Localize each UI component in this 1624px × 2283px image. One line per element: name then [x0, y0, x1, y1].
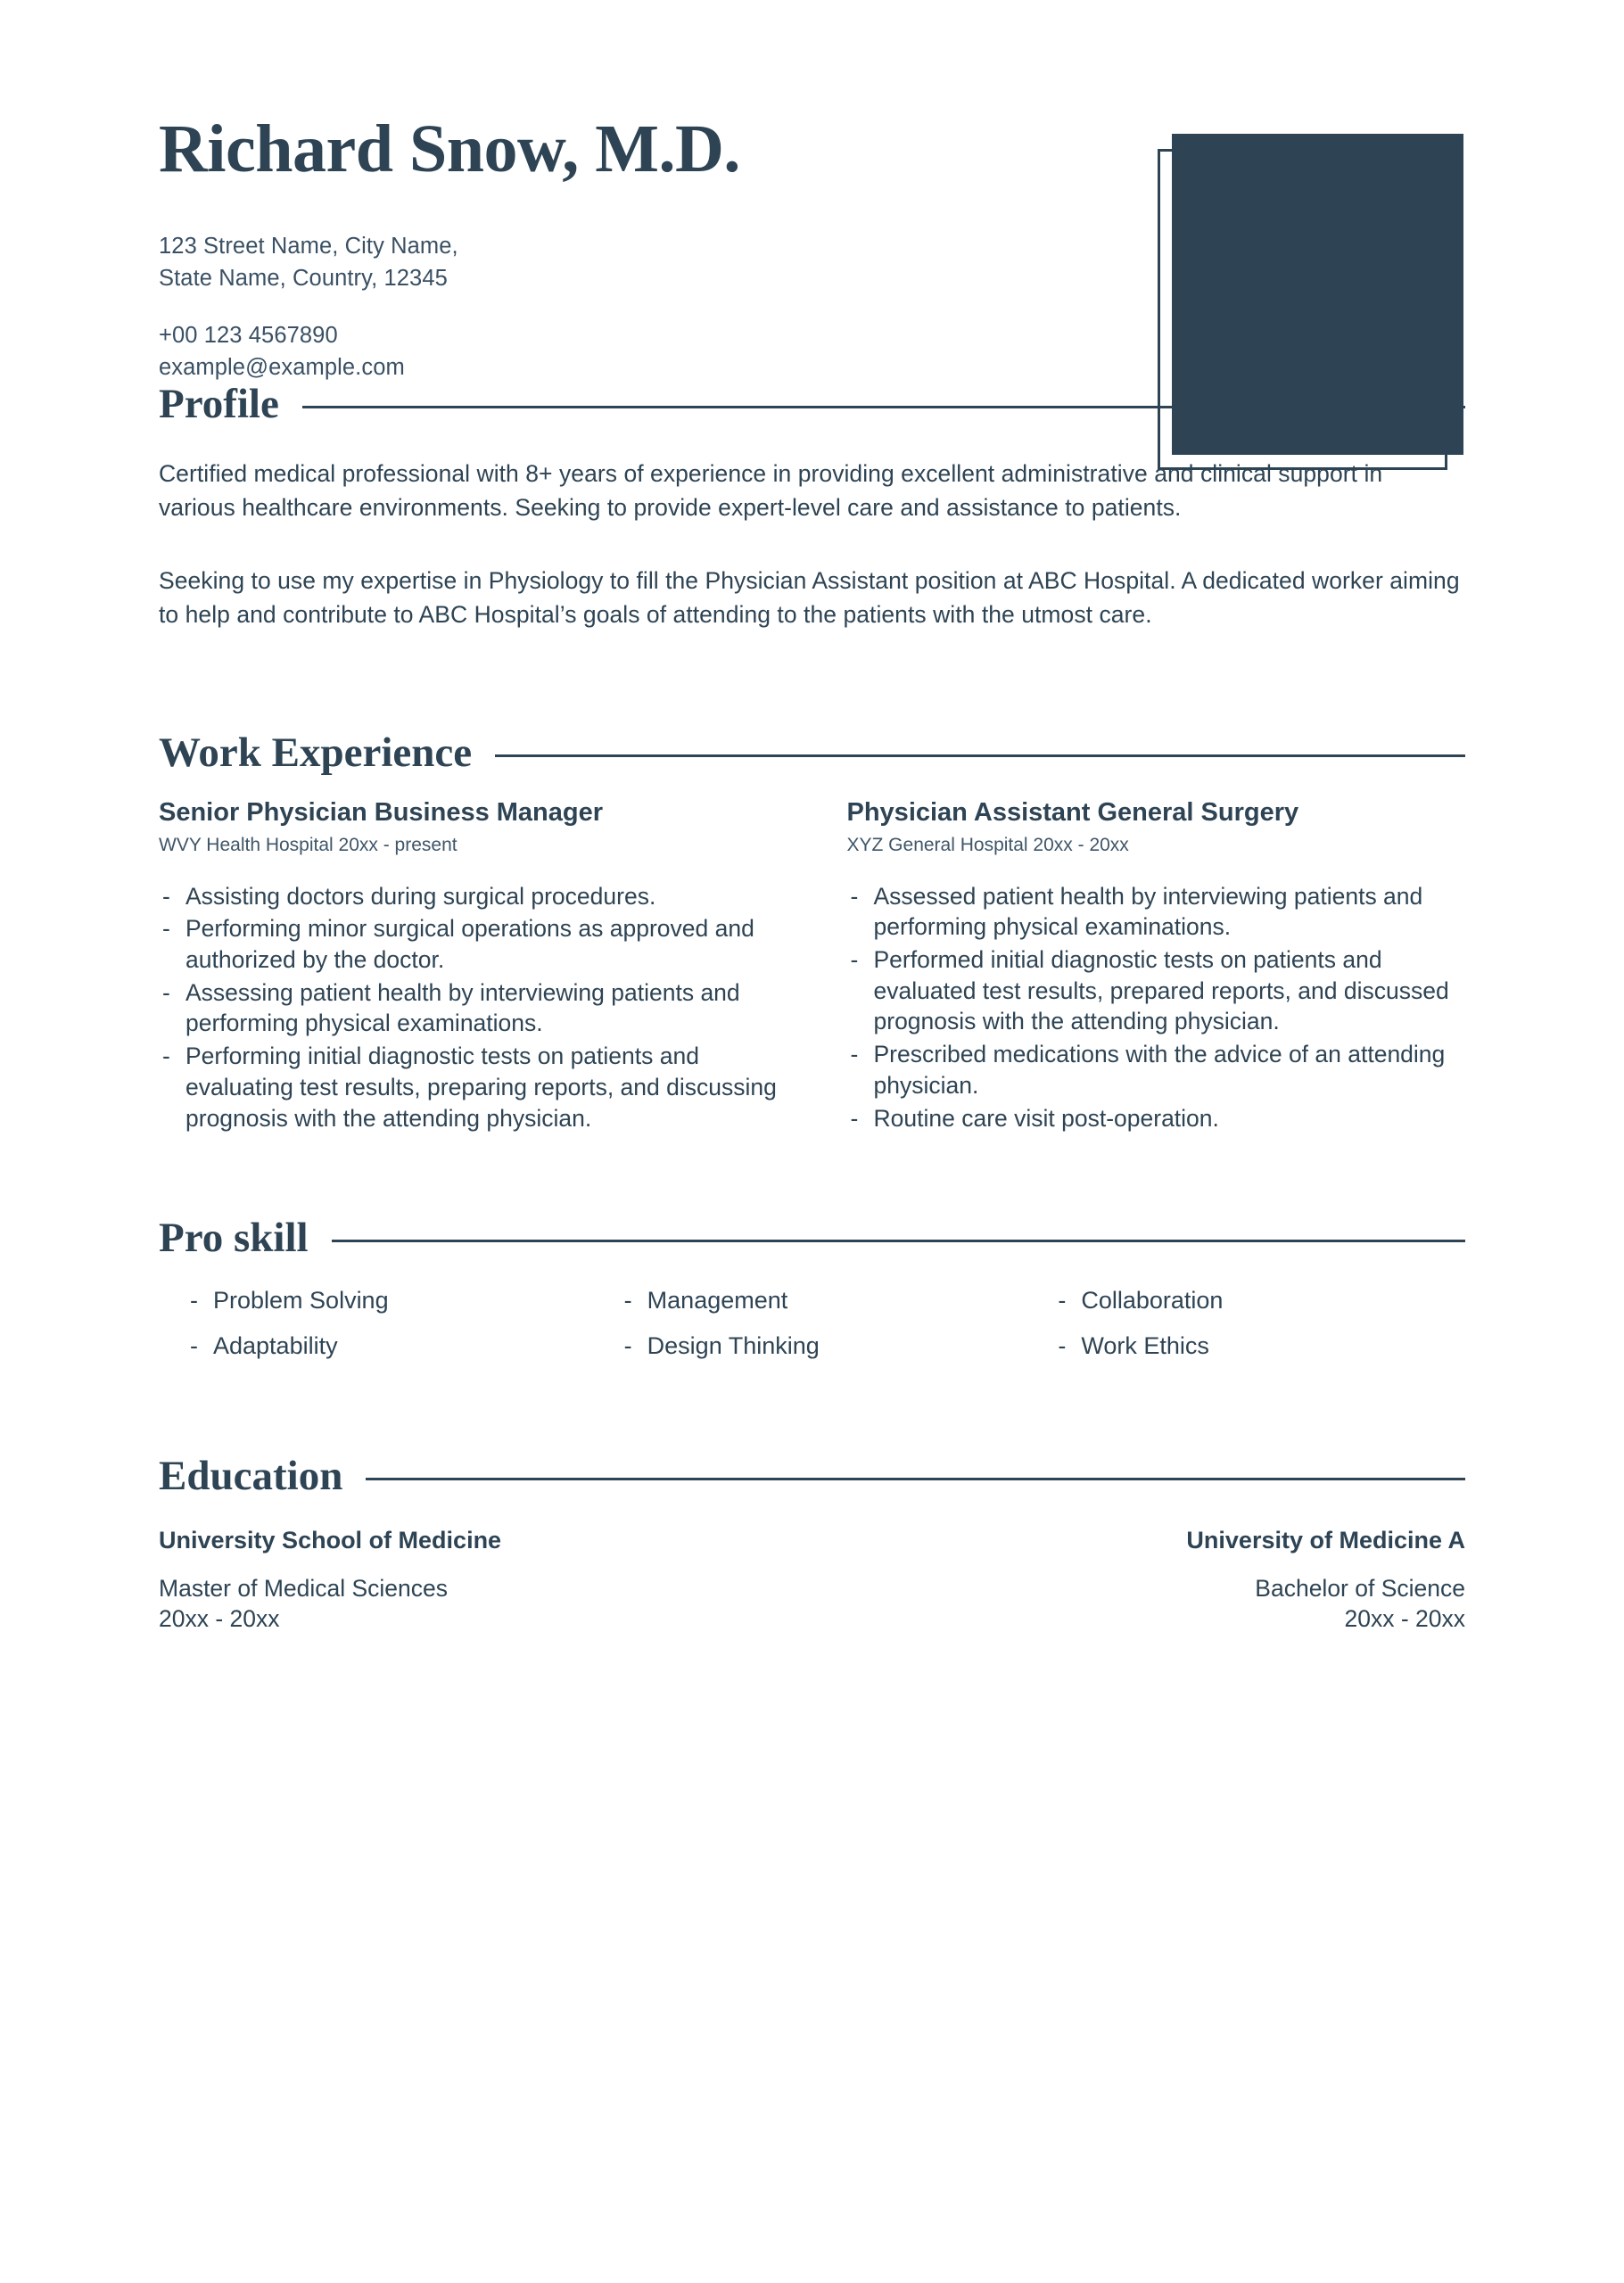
bullet-dash-icon: - [623, 1287, 632, 1315]
education-degree: Bachelor of Science [1255, 1575, 1465, 1603]
skill-label: Adaptability [213, 1332, 338, 1360]
heading-rule [495, 754, 1465, 757]
list-item [847, 1039, 1466, 1100]
bullet-dash-icon: - [162, 915, 170, 943]
list-item [1058, 1286, 1465, 1316]
work-heading [159, 729, 1465, 776]
work-heading-label: Work Experience [159, 729, 473, 776]
work-entry [847, 797, 1466, 1136]
education-heading-label: Education [159, 1452, 343, 1499]
list-item-text: Performing minor surgical operations as approved and authorized by the doctor. [185, 915, 754, 974]
list-item-text: Assisting doctors during surgical procedures. [185, 882, 656, 910]
education-heading [159, 1452, 1465, 1499]
skill-column [159, 1286, 598, 1377]
education-entry [812, 1526, 1466, 1634]
address-line-1: 123 Street Name, City Name, [159, 233, 458, 259]
bullet-dash-icon: - [623, 1332, 632, 1360]
skill-label: Management [647, 1287, 788, 1315]
profile-body [159, 457, 1465, 632]
email-address: example@example.com [159, 355, 405, 381]
education-years: 20xx - 20xx [159, 1604, 280, 1632]
list-item [847, 944, 1466, 1037]
list-item [190, 1286, 598, 1316]
list-item [847, 1103, 1466, 1134]
bullet-dash-icon: - [162, 1043, 170, 1070]
list-item [159, 1041, 778, 1133]
job-employer-dates: XYZ General Hospital 20xx - 20xx [846, 835, 1129, 856]
skill-heading [159, 1215, 1465, 1262]
job-title: Physician Assistant General Surgery [846, 797, 1299, 827]
job-responsibilities [847, 881, 1466, 1134]
bullet-dash-icon: - [190, 1332, 198, 1360]
list-item [159, 913, 778, 975]
bullet-dash-icon: - [850, 946, 859, 974]
list-item [847, 881, 1466, 943]
education-degree: Master of Medical Sciences [159, 1575, 449, 1603]
photo-placeholder [1172, 134, 1463, 455]
list-item-text: Performing initial diagnostic tests on patients and evaluating test results, preparing reports, and discussing prognosis with the attending physician. [185, 1043, 777, 1132]
bullet-dash-icon: - [162, 882, 170, 910]
list-item [1058, 1331, 1465, 1362]
job-title: Senior Physician Business Manager [159, 797, 604, 827]
address-line-2: State Name, Country, 12345 [159, 266, 448, 291]
bullet-dash-icon: - [850, 1104, 859, 1132]
profile-paragraph-1: Certified medical professional with 8+ years of experience in providing excellent administrative and clinical support in various healthcare environments. Seeking to provide expert-level care and assistance to patients. [159, 460, 1383, 521]
education-school: University of Medicine A [1186, 1526, 1465, 1554]
education-entry [159, 1526, 812, 1634]
skill-label: Problem Solving [213, 1287, 389, 1315]
section-work-experience [159, 729, 1465, 1136]
work-entry [159, 797, 778, 1136]
bullet-dash-icon: - [1058, 1332, 1067, 1360]
job-employer-dates: WVY Health Hospital 20xx - present [159, 835, 458, 856]
skill-label: Collaboration [1081, 1287, 1224, 1315]
skills-grid [159, 1286, 1465, 1377]
skill-column [598, 1286, 1032, 1377]
skill-column [1031, 1286, 1465, 1377]
bullet-dash-icon: - [162, 978, 170, 1006]
page-title: Richard Snow, M.D. [159, 111, 740, 186]
profile-heading-label: Profile [159, 381, 279, 427]
education-school: University School of Medicine [159, 1526, 502, 1554]
skill-label: Design Thinking [647, 1332, 820, 1360]
section-pro-skill [159, 1217, 1465, 1377]
bullet-dash-icon: - [1058, 1287, 1067, 1315]
list-item [159, 881, 778, 912]
skill-label: Work Ethics [1081, 1332, 1209, 1360]
list-item-text: Assessed patient health by interviewing patients and performing physical examinations. [873, 882, 1423, 941]
bullet-dash-icon: - [850, 882, 859, 910]
education-years: 20xx - 20xx [1344, 1604, 1465, 1632]
profile-photo [1158, 134, 1465, 473]
heading-rule [332, 1240, 1465, 1242]
heading-rule [366, 1478, 1465, 1480]
list-item-text: Assessing patient health by interviewing patients and performing physical examinations. [185, 978, 740, 1037]
bullet-dash-icon: - [850, 1041, 859, 1068]
bullet-dash-icon: - [190, 1287, 198, 1315]
phone-number: +00 123 4567890 [159, 323, 338, 349]
skill-heading-label: Pro skill [159, 1215, 309, 1262]
section-education [159, 1452, 1465, 1634]
list-item [190, 1331, 598, 1362]
education-grid [159, 1526, 1465, 1634]
list-item-text: Prescribed medications with the advice of an attending physician. [873, 1041, 1446, 1099]
job-responsibilities [159, 881, 778, 1134]
header [159, 0, 1465, 383]
list-item-text: Performed initial diagnostic tests on patients and evaluated test results, prepared reports, and discussed prognosis with the attending physician. [873, 946, 1449, 1035]
list-item [159, 977, 778, 1039]
list-item-text: Routine care visit post-operation. [873, 1104, 1219, 1132]
profile-paragraph-2: Seeking to use my expertise in Physiology to fill the Physician Assistant position at ABC Hospital. A dedicated worker aiming to help and contribute to ABC Hospital’s goals of attending to the patients with the utmost care. [159, 566, 1460, 628]
work-columns [159, 797, 1465, 1136]
list-item [624, 1331, 1032, 1362]
list-item [624, 1286, 1032, 1316]
